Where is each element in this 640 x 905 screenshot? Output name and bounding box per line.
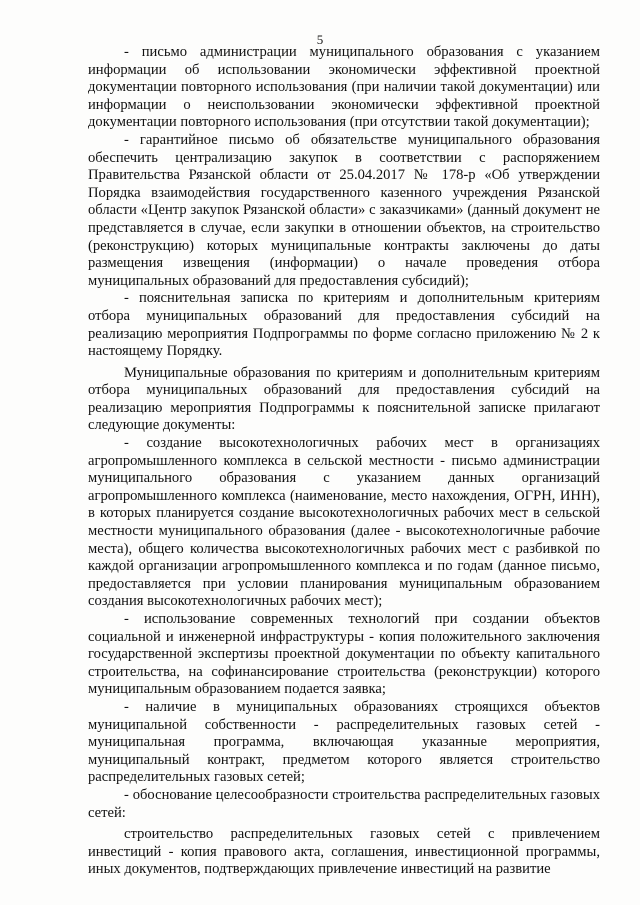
paragraph-guarantee-letter: - гарантийное письмо об обязательстве муниципального образования обеспечить централизацию закупок в соответствии с распоряжением Правительства Рязанской области от 25.04.2017 № 178-р «Об утверждении Порядка взаимодействия государственного казенного учреждения Рязанской области «Центр закупок Рязанской области» с заказчиками» (данный документ не представляется в случае, если закупки в отношении объектов, на строительство (реконструкцию) которых муниципальные контракты заключены до даты размещения извещения (информации) о начале проведения отбора муниципальных образований для предоставления субсидий); [88,131,600,289]
paragraph-gas-networks-justification: - обоснование целесообразности строительства распределительных газовых сетей: [88,786,600,821]
paragraph-gas-networks-investment: строительство распределительных газовых сетей с привлечением инвестиций - копия правового акта, соглашения, инвестиционной программы, иных документов, подтверждающих привлечение инвестиций на развитие [88,826,600,878]
paragraph-gas-networks-under-construction: - наличие в муниципальных образованиях строящихся объектов муниципальной собственности - распределительных газовых сетей - муниципальная программа, включающая указанные мероприятия, муниципальный контракт, предметом которого является строительство распределительных газовых сетей; [88,698,600,786]
document-body [88,44,600,879]
paragraph-modern-technologies: - использование современных технологий при создании объектов социальной и инженерной инфраструктуры - копия положительного заключения государственной экспертизы проектной документации по объекту капитального строительства, на софинансирование строительства (реконструкции) которого муниципальным образованием подается заявка; [88,611,600,698]
paragraph-economic-design-letter: - письмо администрации муниципального образования с указанием информации об использовании экономически эффективной проектной документации повторного использования (при наличии такой документации) или информации о неиспользовании экономически эффективной проектной документации повторного использования (при отсутствии такой документации); [88,44,600,131]
paragraph-explanatory-note: - пояснительная записка по критериям и дополнительным критериям отбора муниципальных образований для предоставления субсидий на реализацию мероприятия Подпрограммы по форме согласно приложению № 2 к настоящему Порядку. [88,290,600,360]
paragraph-attached-documents: Муниципальные образования по критериям и дополнительным критериям отбора муниципальных образований для предоставления субсидий на реализацию мероприятия Подпрограммы к пояснительной записке прилагают следующие документы: [88,364,600,434]
paragraph-high-tech-jobs: - создание высокотехнологичных рабочих мест в организациях агропромышленного комплекса в сельской местности - письмо администрации муниципального образования с указанием данных организаций агропромышленного комплекса (наименование, место нахождения, ОГРН, ИНН), в которых планируется создание высокотехнологичных рабочих мест в сельской местности муниципального образования (далее - высокотехнологичные рабочие места), общего количества высокотехнологичных рабочих мест с разбивкой по каждой организации агропромышленного комплекса и по годам (данное письмо, предоставляется при условии планирования муниципальным образованием создания высокотехнологичных рабочих мест); [88,435,600,610]
page-number: 5 [316,32,324,47]
